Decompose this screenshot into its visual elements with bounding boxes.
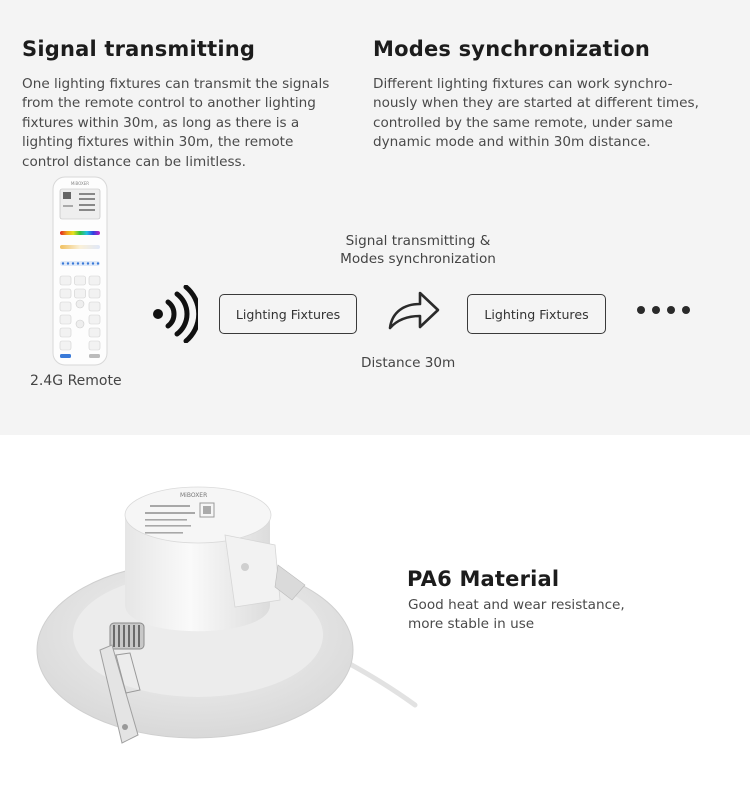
description-line: controlled by the same remote, under same [373,114,673,131]
sync-label [318,232,518,268]
sync-label-line: Signal transmitting & [345,233,491,249]
description-line: Different lighting fixtures can work synchro- [373,76,673,92]
sync-label-line: Modes synchronization [340,251,496,267]
description-line: fixtures within 30m, as long as there is a [22,114,300,131]
dot [637,306,645,314]
product-brand-label: MiBOXER [180,492,208,499]
dot [667,306,675,314]
lighting-fixtures-box-2: Lighting Fixtures [467,294,606,334]
ellipsis-dots-icon [637,306,690,314]
description-line: One lighting fixtures can transmit the signals [22,76,330,92]
wireless-signal-icon [150,285,198,343]
description-line: nously when they are started at different times, [373,95,699,112]
description-line: dynamic mode and within 30m distance. [373,134,651,151]
modes-synchronization-title: Modes synchronization [373,37,651,61]
remote-control-image [52,176,108,366]
pa6-material-title: PA6 Material [407,567,560,591]
dot [652,306,660,314]
distance-label: Distance 30m [361,355,456,371]
description-line: from the remote control to another lighting [22,95,316,112]
remote-brand-label: MiBOXER [70,181,90,186]
forward-arrow-icon [386,288,442,334]
remote-label: 2.4G Remote [30,373,122,389]
signal-transmitting-title: Signal transmitting [22,37,256,61]
description-line: lighting fixtures within 30m, the remote [22,134,294,151]
downlight-product-image [30,475,420,775]
dot [682,306,690,314]
signal-transmitting-description [22,75,329,172]
description-line: more stable in use [408,616,535,633]
description-line: control distance can be limitless. [22,153,246,170]
pa6-material-description [408,596,625,635]
modes-synchronization-description [373,75,699,153]
description-line: Good heat and wear resistance, [408,597,625,613]
lighting-fixtures-box-1: Lighting Fixtures [219,294,357,334]
